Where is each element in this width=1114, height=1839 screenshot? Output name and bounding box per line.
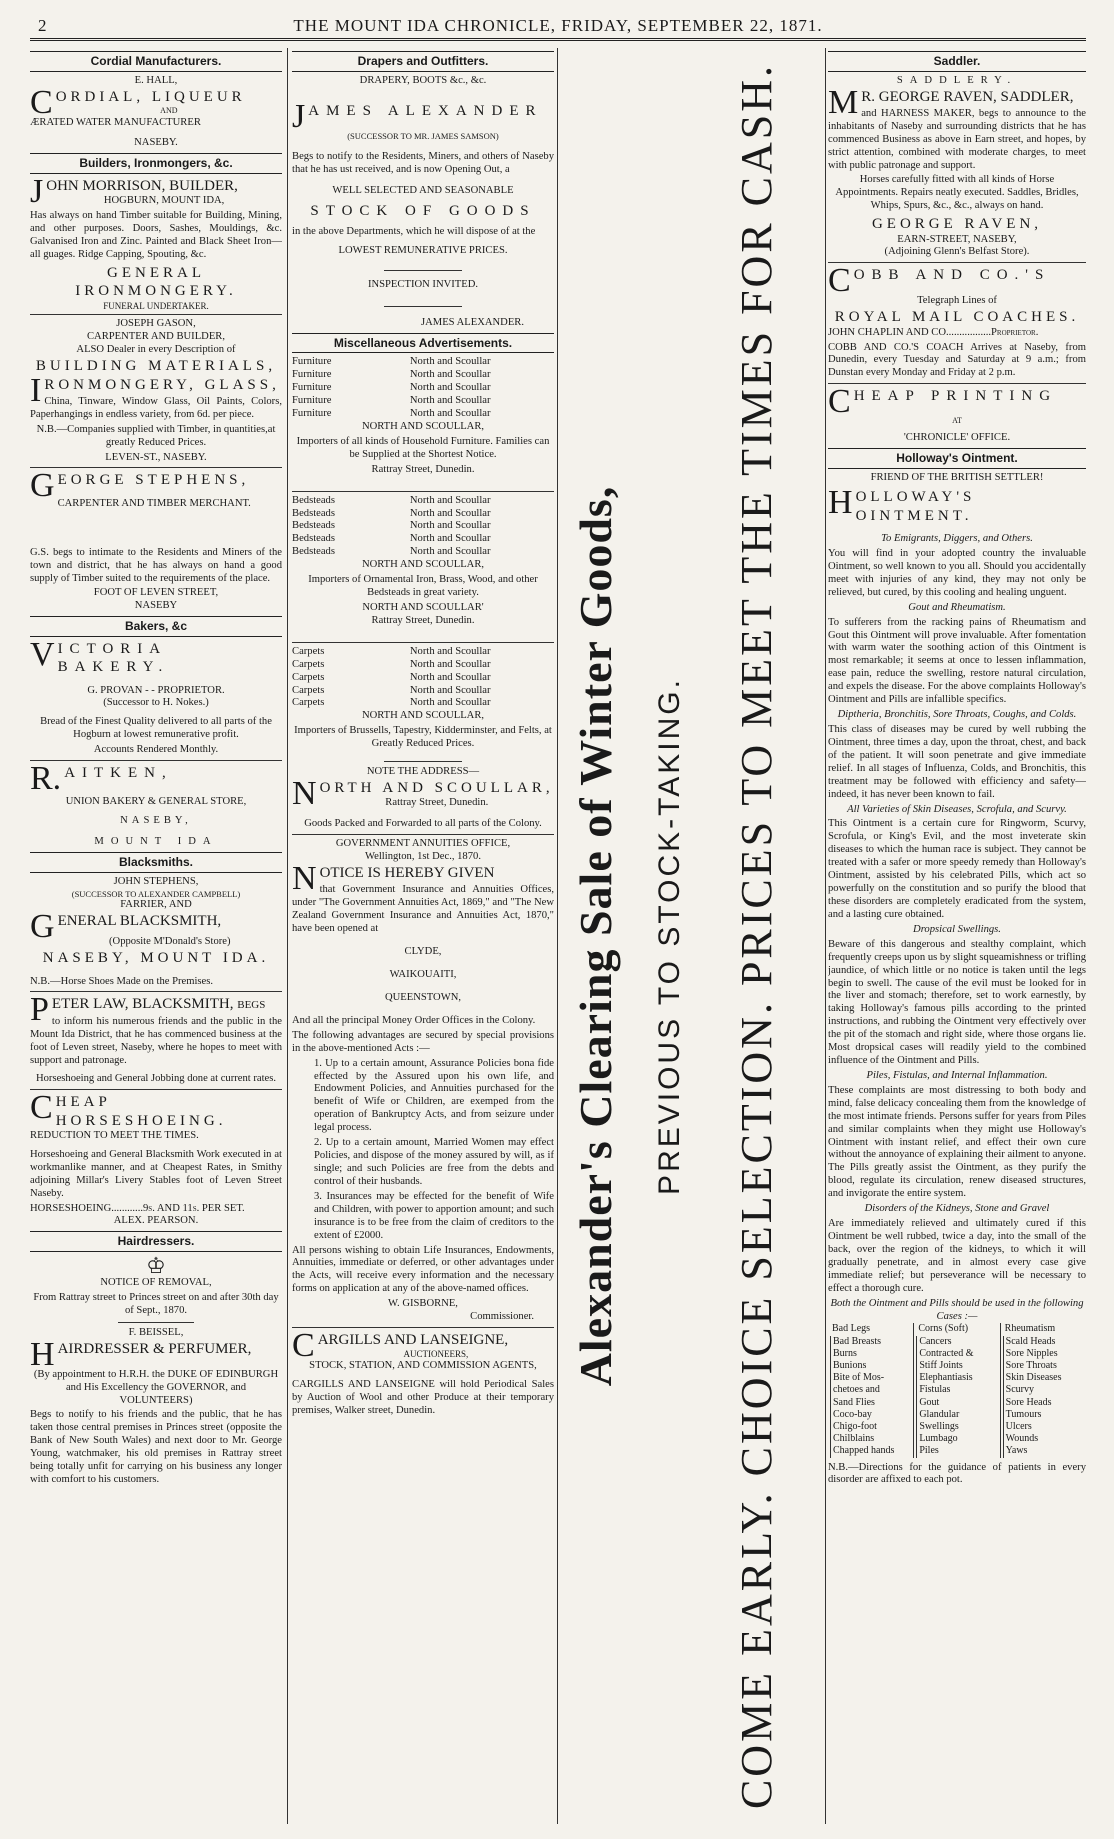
section-heading: Saddler. <box>828 51 1086 72</box>
listing-row <box>292 356 554 369</box>
ad-town: NASEBY, MOUNT IDA. <box>42 950 270 967</box>
drop-cap: N <box>292 860 317 898</box>
listing-item: Furniture <box>292 407 332 419</box>
ad-headline: ICTORIA BAKERY. <box>57 640 170 676</box>
ad-headline: ÆRATED WATER MANUFACTURER <box>30 116 201 128</box>
ad-address: Rattray Street, Dunedin. <box>385 797 489 809</box>
drop-cap: J <box>292 97 306 135</box>
case-item: Bad Legs <box>832 1323 871 1335</box>
case-item: Yaws <box>1003 1445 1084 1457</box>
ad-text: NOTE THE ADDRESS— <box>366 766 480 778</box>
ad-john-stephens <box>30 852 282 988</box>
ad-name: ALEX. PEARSON. <box>113 1215 199 1227</box>
ad-headline: ETER LAW, BLACKSMITH, begs <box>51 996 266 1013</box>
ad-headline: REDUCTION TO MEET THE TIMES. <box>30 1129 199 1141</box>
case-item: Tumours <box>1003 1409 1084 1421</box>
listing-row <box>292 533 554 546</box>
listing-row <box>292 408 554 421</box>
listing-merchant: North and Scoullar <box>409 395 491 407</box>
listing-merchant: North and Scoullar <box>409 369 491 381</box>
ad-address: EARN-STREET, NASEBY, <box>897 233 1017 245</box>
drop-cap: P <box>30 991 49 1029</box>
column-rule <box>825 48 826 1824</box>
ad-text: ALSO Dealer in every Description of <box>76 344 236 356</box>
ad-headline: HEAP PRINTING <box>853 388 1058 405</box>
ad-headline: GENERAL IRONMONGERY. <box>75 264 237 300</box>
listing-item: Bedsteads <box>292 520 335 532</box>
ad-beissel <box>30 1231 282 1487</box>
ad-name: NORTH AND SCOULLAR' <box>362 601 484 613</box>
listing-row <box>292 495 554 508</box>
listing-item: Furniture <box>292 356 332 368</box>
section-heading: Blacksmiths. <box>30 852 282 873</box>
ad-headline: OLLOWAY'S OINTMENT. <box>855 489 976 524</box>
case-item: Ulcers <box>1003 1421 1084 1433</box>
ad-headline: AIRDRESSER & PERFUMER, <box>57 1340 252 1357</box>
case-item: Bite of Mos- <box>830 1372 911 1384</box>
listing-merchant: North and Scoullar <box>409 533 491 545</box>
drop-cap: H <box>30 1335 55 1373</box>
ad-body: and HARNESS MAKER, begs to announce to the inhabitants of Naseby and surrounding districts that he has commenced Business as above in Earn street, and hopes, by strict attention, combined with moderate charges, to meet with public patronage and support. <box>828 107 1086 171</box>
ad-headline: RONMONGERY, GLASS, <box>44 376 280 393</box>
ad-text: AUCTIONEERS, <box>403 1349 469 1360</box>
case-item: Burns <box>830 1348 911 1360</box>
section-heading: Bakers, &c <box>30 616 282 637</box>
listing-row <box>292 672 554 685</box>
divider <box>30 760 282 761</box>
listing-row <box>292 659 554 672</box>
drop-cap: R. <box>30 760 62 798</box>
ad-text: HOGBURN, MOUNT IDA, <box>103 195 225 207</box>
drop-cap: C <box>828 262 851 300</box>
ad-morrison <box>30 153 282 311</box>
ad-text: DRAPERY, BOOTS &c., &c. <box>359 74 487 86</box>
divider <box>292 1327 554 1328</box>
masthead-title: THE MOUNT IDA CHRONICLE, FRIDAY, SEPTEMBER 22, 1871. <box>293 16 823 35</box>
ad-text: (SUCCESSOR TO ALEXANDER CAMPBELL) <box>71 888 241 899</box>
ad-george-raven <box>828 51 1086 259</box>
ad-text: CARPENTER AND BUILDER, <box>86 331 226 343</box>
listing-item: Carpets <box>292 684 325 696</box>
listing-item: Bedsteads <box>292 494 335 506</box>
list-item: 3. Insurances may be effected for the benefit of Wife and Children, with power to apportion amount; and such insurance is to be free from the claim of creditors to the extent of £2000. <box>314 1190 554 1241</box>
listing-merchant: North and Scoullar <box>409 507 491 519</box>
ad-headline: BUILDING MATERIALS, <box>35 358 277 375</box>
listing-item: Furniture <box>292 382 332 394</box>
subheading: Disorders of the Kidneys, Stone and Gravel <box>864 1203 1050 1215</box>
ad-text: FARRIER, AND <box>120 899 192 911</box>
ad-text: G. PROVAN - - PROPRIETOR. <box>87 684 225 696</box>
ad-headline: NOTICE OF REMOVAL, <box>100 1277 212 1289</box>
listing-item: Bedsteads <box>292 533 335 545</box>
ad-body: N.B.—Directions for the guidance of patients in every disorder are affixed to each pot. <box>828 1461 1086 1486</box>
ad-headline: ORTH AND SCOULLAR, <box>319 780 554 797</box>
cases-table <box>828 1323 1086 1457</box>
listing-row <box>292 395 554 408</box>
drop-cap: M <box>828 83 859 121</box>
ad-name: NORTH AND SCOULLAR, <box>361 420 485 432</box>
listing-merchant: North and Scoullar <box>409 684 491 696</box>
case-item: Sore Heads <box>1003 1397 1084 1409</box>
ad-headline: SADDLERY. <box>896 74 1018 86</box>
listing-merchant: North and Scoullar <box>409 520 491 532</box>
listing-row <box>292 646 554 659</box>
listing-row <box>292 685 554 698</box>
listing-row <box>292 382 554 395</box>
ad-north-scoullar <box>292 333 554 832</box>
ad-cheap-horseshoeing <box>30 1089 282 1228</box>
ad-name: E. HALL, <box>134 74 178 86</box>
case-item: Stiff Joints <box>916 1360 997 1372</box>
ad-body: You will find in your adopted country the invaluable Ointment, so well known to you all. Should you accidentally meet with injuries of any kind, they may not only be relieved, but cured, by this cooling and healing unguent. <box>828 548 1086 598</box>
case-item: Chapped hands <box>830 1445 911 1457</box>
case-item: chetoes and <box>830 1384 911 1396</box>
ad-text: (Adjoining Glenn's Belfast Store). <box>884 246 1030 258</box>
ad-signature: JAMES ALEXANDER. <box>421 316 524 328</box>
ad-headline: AMES ALEXANDER <box>308 102 543 119</box>
ad-headline: FRIEND OF THE BRITISH SETTLER! <box>870 471 1044 483</box>
ad-body: Begs to notify to his friends and the public, that he has taken those central premises in Princes street (opposite the Bank of New South Wales) and next door to Mr. George Young, watchmaker, his old premises in Rattray street being totally unfit for carrying on his business any longer with comfort to his customers. <box>30 1409 282 1486</box>
ad-name: JOHN STEPHENS, <box>113 875 199 887</box>
ad-body: that Government Insurance and Annuities Offices, under "The Government Annuities Act, 1869," and "The New Zealand Government Insurance and Annuities Act, 1870," have been opened at <box>292 884 554 935</box>
ad-headline: HEAP HORSESHOEING. <box>55 1094 227 1129</box>
ad-body: Horseshoeing and General Blacksmith Work executed in at workmanlike manner, and at Cheapest Rates, in Smithy adjoining Millar's Livery Stables foot of Leven Street Naseby. <box>30 1148 282 1199</box>
ad-body: Bread of the Finest Quality delivered to all parts of the Hogburn at lowest remunerative profit. <box>40 716 272 741</box>
ad-body: N.B.—Horse Shoes Made on the Premises. <box>30 975 214 987</box>
ad-james-alexander <box>292 51 554 330</box>
banner-headline: Alexander's Clearing Sale of Winter Goods, <box>570 485 621 1387</box>
ad-body: The following advantages are secured by special provisions in the above-mentioned Acts :— <box>292 1029 554 1054</box>
ad-body: Has always on hand Timber suitable for Building, Mining, and other purposes. Doors, Sashes, Mouldings, &c. Galvanised Iron and Zinc. Painted and Black Sheet Iron—all guages. Ridge Capping, Spouting, &c. <box>30 210 282 260</box>
divider <box>384 270 463 271</box>
bedsteads-list <box>292 495 554 560</box>
ad-text: AND <box>160 105 178 115</box>
case-item: Skin Diseases <box>1003 1372 1084 1384</box>
drop-cap: C <box>292 1327 315 1365</box>
ad-headline: OHN MORRISON, BUILDER, <box>46 178 238 195</box>
ad-name: JOSEPH GASON, <box>116 318 196 330</box>
list-item: 2. Up to a certain amount, Married Women may effect Policies, and dispose of the money assured by will, as if single; and such Policies are free from the debts and control of their husbands. <box>314 1137 554 1187</box>
page-number: 2 <box>38 16 48 35</box>
divider <box>292 834 554 835</box>
divider <box>30 467 282 468</box>
ad-text: (Opposite M'Donald's Store) <box>109 936 231 948</box>
case-item: Bunions <box>830 1360 911 1372</box>
ad-cordial <box>30 51 282 150</box>
ad-date: Wellington, 1st Dec., 1870. <box>365 851 481 863</box>
ad-body: China, Tinware, Window Glass, Oil Paints, Colors, Paperhangings in endless variety, from 6d. per piece. <box>30 395 282 420</box>
ad-text: WELL SELECTED AND SEASONABLE <box>332 184 514 196</box>
subheading: To Emigrants, Diggers, and Others. <box>881 533 1033 545</box>
ad-aitken <box>30 760 282 849</box>
ad-body: to inform his numerous friends and the public in the Mount Ida District, that he has commenced business at the foot of Leven street, Naseby, where he hopes to meet with support and patronage. <box>30 1015 282 1066</box>
listing-item: Carpets <box>292 658 325 670</box>
alexander-sale-banner <box>560 48 822 1824</box>
ad-gason <box>30 318 282 464</box>
listing-item: Carpets <box>292 671 325 683</box>
ad-name: NORTH AND SCOULLAR, <box>361 559 485 571</box>
divider <box>292 491 554 492</box>
drop-cap: V <box>30 635 55 673</box>
ad-address: Rattray Street, Dunedin. <box>371 614 475 626</box>
ad-body: in the above Departments, which he will dispose of at the <box>292 225 536 237</box>
ad-body: Are immediately relieved and ultimately cured if this Ointment be well rubbed, twice a day, into the small of the back, over the region of the kidneys, to which it will gradually penetrate, and in almost every case give immediate relief; but perseverance will be necessary to effect a thorough cure. <box>828 1218 1086 1294</box>
ad-body: Horseshoeing and General Jobbing done at current rates. <box>35 1073 277 1085</box>
divider <box>292 642 554 643</box>
ad-body: All persons wishing to obtain Life Insurances, Endowments, Annuities, immediate or deferred, or other advantages under the Acts, will receive every information and the necessary forms on application at any of the above-named offices. <box>292 1244 554 1295</box>
subheading: Both the Ointment and Pills should be used in the following Cases :— <box>830 1297 1084 1322</box>
ad-text: Telegraph Lines of <box>917 295 997 307</box>
case-item: Chilblains <box>830 1433 911 1445</box>
ad-headline: STOCK OF GOODS <box>310 202 536 219</box>
column-rule <box>557 48 558 1824</box>
ad-body: This class of diseases may be cured by well rubbing the Ointment, three times a day, upon the throat, chest, and back of the patient. It will soon penetrate and give immediate relief. In all stages of Influenza, Colds, and Bronchitis, this treatment may be followed with efficiency and safety—indeed, it has never been known to fail. <box>828 723 1086 800</box>
ad-name: F. BEISSEL, <box>128 1326 184 1338</box>
ad-body: This Ointment is a certain cure for Ringworm, Scurvy, Scrofula, or King's Evil, and the most inveterate skin diseases to which the human race is subject. They cannot be treated with a safer or more speedy remedy than Holloway's Ointment, assisted by his celebrated Pills, which act so powerfully on the constitution and so purify the blood that these disorders are completely eradicated from the system, and a lasting cure obtained. <box>828 818 1086 920</box>
subheading: Dropsical Swellings. <box>913 923 1001 935</box>
ad-text: Accounts Rendered Monthly. <box>93 744 219 756</box>
drop-cap: C <box>30 1089 53 1127</box>
column-1 <box>30 48 282 1824</box>
town-name: QUEENSTOWN, <box>384 991 461 1003</box>
ad-headline: EORGE STEPHENS, <box>57 472 250 489</box>
case-item: Wounds <box>1003 1433 1084 1445</box>
listing-merchant: North and Scoullar <box>409 697 491 709</box>
ad-text: JOHN CHAPLIN AND CO.................Proprietor. <box>828 326 1039 338</box>
section-heading: Cordial Manufacturers. <box>30 51 282 72</box>
case-item: Lumbago <box>916 1433 997 1445</box>
ad-headline: INSPECTION INVITED. <box>367 278 479 290</box>
listing-item: Furniture <box>292 369 332 381</box>
case-item: Fistulas <box>916 1384 997 1396</box>
ad-holloway <box>828 448 1086 1487</box>
listing-merchant: North and Scoullar <box>409 546 491 558</box>
ad-body: Goods Packed and Forwarded to all parts of the Colony. <box>304 818 542 830</box>
drop-cap: C <box>828 383 851 421</box>
case-item: Cancers <box>916 1336 997 1348</box>
drop-cap: N <box>292 775 317 813</box>
ad-headline: ORDIAL, LIQUEUR <box>55 88 246 105</box>
case-item: Gout <box>916 1397 997 1409</box>
list-item: 1. Up to a certain amount, Assurance Policies bona fide effected by the Assured upon his own life, and Endowment Policies, and Annuities purchased for the benefit of Wife or Children, are exemped from the operation of Bankruptcy Acts, and from seizure under legal process. <box>314 1057 554 1134</box>
subheading: Gout and Rheumatism. <box>908 601 1006 613</box>
ad-stephens <box>30 467 282 613</box>
ad-peter-law <box>30 991 282 1086</box>
case-item: Sore Throats <box>1003 1360 1084 1372</box>
case-item: Swellings <box>916 1421 997 1433</box>
ad-cargills <box>292 1327 554 1418</box>
ad-signature: W. GISBORNE, <box>388 1298 458 1310</box>
ad-body: These complaints are most distressing to both body and mind, false delicacy concealing them from the knowledge of the most intimate friends. Persons suffer for years from Piles and similar complaints when they might use Holloway's Ointment with instant relief, and effect their own cure without the annoyance of explaining their ailment to anyone. The Pills greatly assist the Ointment, as they purify the blood, regulate its circulation, renew diseased structures, and invigorate the entire system. <box>828 1084 1086 1200</box>
ad-headline: R. GEORGE RAVEN, SADDLER, <box>861 88 1074 105</box>
ad-text: Commissioner. <box>470 1311 534 1323</box>
section-heading: Miscellaneous Advertisements. <box>292 333 554 354</box>
carpets-list <box>292 646 554 711</box>
drop-cap: H <box>828 484 853 522</box>
listing-row <box>292 697 554 710</box>
drop-cap: G <box>30 467 55 505</box>
drop-cap: J <box>30 173 44 211</box>
ad-town: NASEBY, <box>120 815 192 827</box>
column-4 <box>828 48 1086 1824</box>
column-3 <box>560 48 822 1824</box>
divider <box>384 761 463 762</box>
listing-row <box>292 508 554 521</box>
ad-body: Beware of this dangerous and stealthy complaint, which frequently creeps upon us by slight squeamishness or trifling jaundice, of which little or no notice is taken until the legs begin to swell. The cause of the evil must be looked for in the liver and stomach; therefore, set to work earnestly, by taking Holloway's famous pills according to the printed instructions, and rubbing the Ointment very effectively over the pit of the stomach and right side, where those organs lie. Most dropsical cases will readily yield to the combined influence of the Ointment and Pills. <box>828 938 1086 1067</box>
ad-address: LEVEN-ST., NASEBY. <box>105 451 207 463</box>
subheading: Piles, Fistulas, and Internal Inflammation. <box>866 1069 1048 1081</box>
section-heading: Hairdressers. <box>30 1231 282 1252</box>
ad-body: Begs to notify to the Residents, Miners, and others of Naseby that he has ust received, and is now Opening Out, a <box>292 150 554 175</box>
case-item: Elephantiasis <box>916 1372 997 1384</box>
ad-text: GOVERNMENT ANNUITIES OFFICE, <box>335 838 511 850</box>
divider <box>30 991 282 992</box>
listing-merchant: North and Scoullar <box>409 407 491 419</box>
ad-address: NASEBY <box>134 600 178 612</box>
case-item: Bad Breasts <box>830 1336 911 1348</box>
case-item: Rheumatism <box>1004 1323 1056 1335</box>
ad-text: (Successor to H. Nokes.) <box>103 697 209 709</box>
ad-price: HORSESHOEING............9s. AND 11s. PER SET. <box>30 1202 245 1214</box>
case-item: Contracted & <box>916 1348 997 1360</box>
town-name: CLYDE, <box>404 946 442 958</box>
ad-victoria-bakery <box>30 616 282 757</box>
divider <box>118 1322 194 1323</box>
drop-cap: G <box>30 908 55 945</box>
ad-text: AT <box>952 416 962 426</box>
ad-body: And all the principal Money Order Offices in the Colony. <box>292 1014 536 1026</box>
cases-column <box>913 1323 999 1457</box>
divider <box>828 262 1086 263</box>
ad-headline: ARGILLS AND LANSEIGNE, <box>317 1332 509 1349</box>
ad-headline: ENERAL BLACKSMITH, <box>57 913 222 929</box>
ad-body: N.B.—Companies supplied with Timber, in quantities,at greatly Reduced Prices. <box>36 423 276 448</box>
subheading: Diptheria, Bronchitis, Sore Throats, Coughs, and Colds. <box>837 709 1077 721</box>
ad-body: Importers of all kinds of Household Furniture. Families can be Supplied at the Shortest Notice. <box>296 435 550 460</box>
banner-subheading: PREVIOUS TO STOCK-TAKING. <box>653 677 686 1195</box>
ad-body: From Rattray street to Princes street on and after 30th day of Sept., 1870. <box>33 1291 279 1316</box>
listing-item: Bedsteads <box>292 507 335 519</box>
masthead <box>30 16 1086 41</box>
case-item: Scald Heads <box>1003 1336 1084 1348</box>
ad-name: GEORGE RAVEN, <box>871 216 1043 233</box>
drop-cap: C <box>30 83 53 121</box>
listing-merchant: North and Scoullar <box>409 671 491 683</box>
ad-government-annuities <box>292 838 554 1324</box>
ad-headline: OTICE IS HEREBY GIVEN <box>319 865 495 882</box>
ad-text: 'CHRONICLE' OFFICE. <box>903 432 1011 444</box>
listing-item: Carpets <box>292 697 325 709</box>
listing-item: Furniture <box>292 395 332 407</box>
ad-address: Rattray Street, Dunedin. <box>371 463 475 475</box>
divider <box>30 314 282 315</box>
listing-merchant: North and Scoullar <box>409 658 491 670</box>
banner-tagline: COME EARLY. CHOICE SELECTION. PRICES TO MEET THE TIMES FOR CASH. <box>732 62 781 1810</box>
section-heading: Holloway's Ointment. <box>828 448 1086 469</box>
case-item: Scurvy <box>1003 1384 1084 1396</box>
listing-merchant: North and Scoullar <box>409 356 491 368</box>
case-item: Corns (Soft) <box>918 1323 969 1335</box>
ad-text: LOWEST REMUNERATIVE PRICES. <box>338 244 508 256</box>
town-name: WAIKOUAITI, <box>389 968 457 980</box>
divider <box>30 1089 282 1090</box>
section-heading: Drapers and Outfitters. <box>292 51 554 72</box>
ad-body: Importers of Brussells, Tapestry, Kidderminster, and Felts, at Greatly Reduced Prices. <box>294 725 552 750</box>
subheading: All Varieties of Skin Diseases, Scrofula, and Scurvy. <box>847 803 1067 815</box>
column-2 <box>292 48 554 1824</box>
listing-merchant: North and Scoullar <box>409 645 491 657</box>
listing-merchant: North and Scoullar <box>409 494 491 506</box>
ad-body: G.S. begs to intimate to the Residents and Miners of the town and district, that he has always on hand a good supply of Timber suited to the requirements of the place. <box>30 546 282 584</box>
listing-merchant: North and Scoullar <box>409 382 491 394</box>
furniture-list <box>292 356 554 421</box>
cases-column <box>828 1323 913 1457</box>
case-item: Sore Nipples <box>1003 1348 1084 1360</box>
ad-text: FUNERAL UNDERTAKER. <box>103 300 209 311</box>
ad-body: CARGILLS AND LANSEIGNE will hold Periodical Sales by Auction of Wool and other Produce at their temporary premises, Walker street, Dunedin. <box>292 1379 554 1417</box>
ad-body: To sufferers from the racking pains of Rheumatism and Gout this Ointment will prove invaluable. After fomentation with warm water the soothing action of this Ointment is most remarkable; it seems at once to lessen inflammation, ease pain, reduce the swelling, restore natural circulation, and expels the disease. For the above complaints Holloway's Ointment and Pills are infallible specifics. <box>828 616 1086 706</box>
ad-headline: OBB AND CO.'S <box>853 267 1051 284</box>
royal-crest-icon: ♔ <box>146 1253 166 1279</box>
section-heading: Builders, Ironmongers, &c. <box>30 153 282 174</box>
cases-column <box>1000 1323 1086 1457</box>
ad-cheap-printing <box>828 383 1086 445</box>
ad-text: (SUCCESSOR TO MR. JAMES SAMSON) <box>347 130 499 141</box>
divider <box>384 306 463 307</box>
ad-town: NASEBY. <box>134 137 178 149</box>
ad-town: MOUNT IDA <box>94 836 218 848</box>
ad-body: Horses carefully fitted with all kinds of Horse Appointments. Repairs neatly executed. Saddles, Bridles, Whips, Spurs, &c., &c., always on hand. <box>835 174 1079 212</box>
ad-text: UNION BAKERY & GENERAL STORE, <box>65 796 247 808</box>
case-item: Coco-bay <box>830 1409 911 1421</box>
listing-row <box>292 520 554 533</box>
column-rule <box>287 48 288 1824</box>
ad-headline: ROYAL MAIL COACHES. <box>834 309 1080 326</box>
ad-cobb-co <box>828 262 1086 380</box>
listing-row <box>292 369 554 382</box>
case-item: Chigo-foot <box>830 1421 911 1433</box>
listing-item: Bedsteads <box>292 546 335 558</box>
ad-body: Importers of Ornamental Iron, Brass, Wood, and other Bedsteads in great variety. <box>308 574 538 599</box>
case-item: Sand Flies <box>830 1397 911 1409</box>
ad-text: (By appointment to H.R.H. the DUKE OF EDINBURGH and His Excellency the GOVERNOR, and VOLUNTEERS) <box>33 1368 279 1406</box>
case-item: Glandular <box>916 1409 997 1421</box>
case-item: Piles <box>916 1445 997 1457</box>
divider <box>828 383 1086 384</box>
listing-item: Carpets <box>292 645 325 657</box>
ad-name: NORTH AND SCOULLAR, <box>361 710 485 722</box>
ad-text: STOCK, STATION, AND COMMISSION AGENTS, <box>309 1360 537 1372</box>
ad-headline: AITKEN, <box>64 765 173 782</box>
ad-text: CARPENTER AND TIMBER MERCHANT. <box>57 497 251 509</box>
drop-cap: I <box>30 371 42 409</box>
listing-row <box>292 546 554 559</box>
ad-body: COBB AND CO.'S COACH Arrives at Naseby, from Dunedin, every Tuesday and Saturday at 9 a.m.; from Dunstan every Monday and Friday at 2 p.m. <box>828 341 1086 379</box>
ad-address: FOOT OF LEVEN STREET, <box>93 587 219 599</box>
